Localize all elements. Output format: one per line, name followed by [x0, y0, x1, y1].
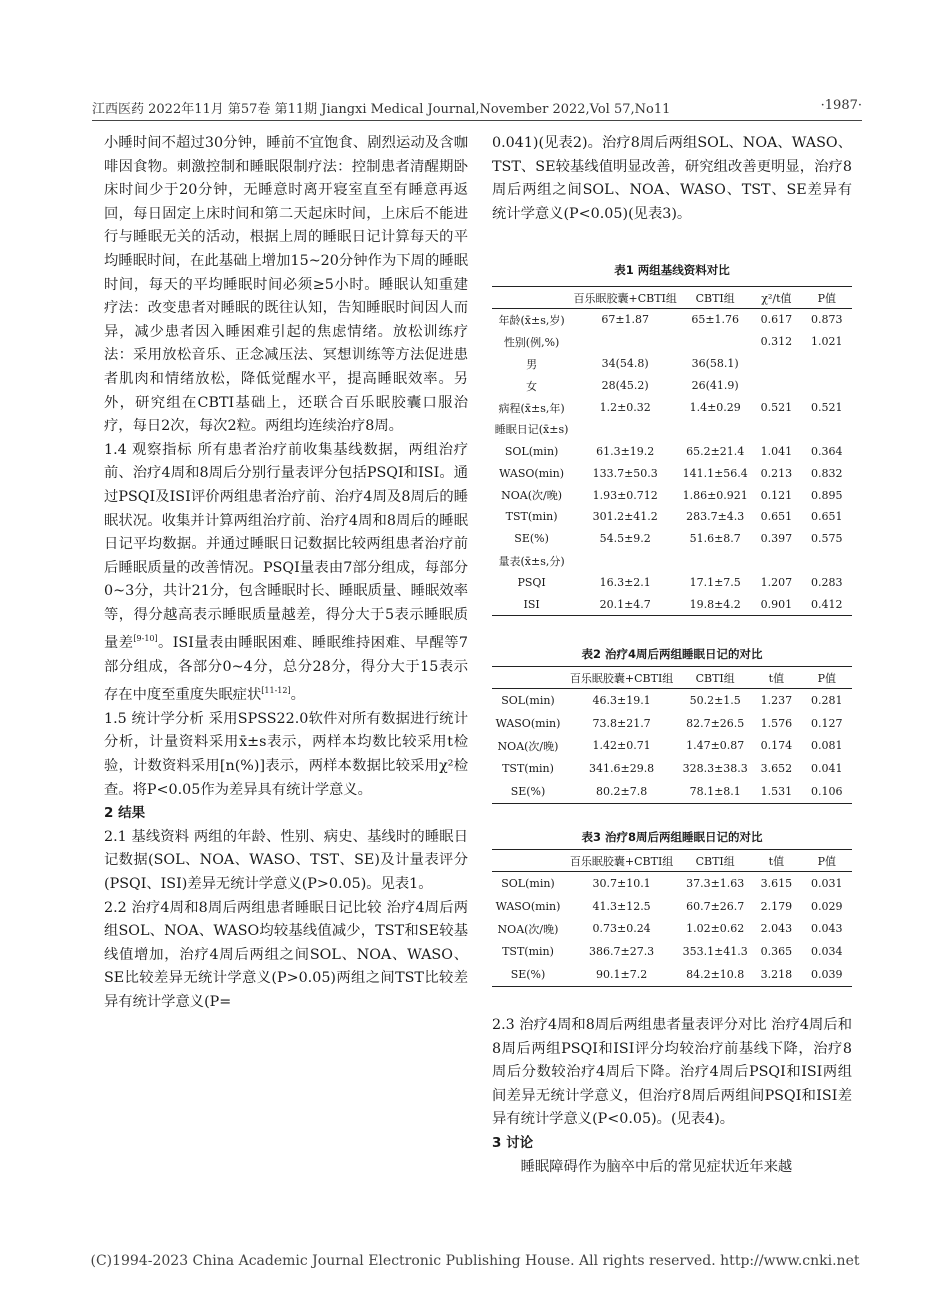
table-cell: 78.1±8.1 — [679, 780, 751, 803]
table-cell — [571, 331, 679, 353]
table-row — [492, 353, 852, 375]
paragraph-1-4-end: 。 — [290, 687, 305, 704]
table-cell: 301.2±41.2 — [592, 510, 658, 524]
section-heading-results: 2 结果 — [104, 805, 146, 822]
paragraph-1-4-text: 1.4 观察指标 所有患者治疗前收集基线数据，两组治疗前、治疗4周和8周后分别行量表评分包括PSQI和ISI。通过PSQI及ISI评价两组患者治疗前、治疗4周及8周后的睡眠状况。收集并计算两组治疗前、治疗4周和8周后的睡眠日记平均数据。并通过睡眠日记数据比较两组患者治疗前后睡眠质量的改善情况。PSQI量表由7部分组成，每部分0~3分，共计21分，包含睡眠时长、睡眠质量、睡眠效率等，得分越高表示睡眠质量越差，得分大于5表示睡眠质量差 — [104, 441, 468, 652]
table-cell — [679, 550, 751, 572]
table-row — [492, 689, 852, 712]
table-row — [492, 418, 852, 440]
header-rule — [92, 120, 862, 121]
copyright-footer: (C)1994-2023 China Academic Journal Electronic Publishing House. All rights reserved. http://www.cnki.net — [90, 1253, 860, 1269]
paragraph-2-1: 2.1 基线资料 两组的年龄、性别、病史、基线时的睡眠日记数据(SOL、NOA、WASO、TST、SE)及计量表评分(PSQI、ISI)差异无统计学意义(P>0.05)。见表1。 — [104, 828, 468, 892]
table-cell: 0.521 — [760, 401, 793, 414]
table-cell: 20.1±4.7 — [571, 594, 679, 616]
row-label: PSQI — [517, 576, 546, 590]
table-cell: 0.031 — [811, 876, 843, 890]
table-cell: 0.575 — [811, 532, 843, 546]
paragraph-2-2-cont: 0.041)(见表2)。治疗8周后两组SOL、NOA、WASO、TST、SE较基线值明显改善，研究组改善更明显，治疗8周后两组之间SOL、NOA、WASO、TST、SE差异有统计学意义(P<0.05)(见表3)。 — [492, 135, 852, 222]
table-cell — [802, 353, 852, 375]
table-row — [492, 331, 852, 353]
table-cell: 51.6±8.7 — [689, 532, 741, 546]
row-label: SE(%) — [492, 780, 564, 803]
table-cell: 0.73±0.24 — [592, 922, 651, 936]
table-cell: 67±1.87 — [601, 313, 650, 327]
table-cell: 1.86±0.921 — [682, 488, 748, 502]
table-cell: 328.3±38.3 — [682, 762, 748, 776]
paragraph-1-5: 1.5 统计学分析 采用SPSS22.0软件对所有数据进行统计分析，计量资料采用x̄±s表示，两样本均数比较采用t检验，计数资料采用[n(%)]表示，两样本数据比较采用χ²检查。将P<0.05作为差异具有统计学意义。 — [104, 710, 468, 798]
table-cell — [679, 418, 751, 440]
table-cell — [751, 418, 801, 440]
table-row — [492, 572, 852, 594]
table-header-cell — [492, 287, 571, 309]
table-header-cell: P值 — [802, 667, 852, 689]
row-label: SOL(min) — [501, 876, 555, 890]
table-row — [492, 397, 852, 419]
row-label: 年龄(x̄±s,岁) — [498, 313, 565, 327]
table-row — [492, 550, 852, 572]
table-cell: 16.3±2.1 — [599, 576, 651, 590]
table-cell: 90.1±7.2 — [564, 963, 679, 986]
table-cell: 0.213 — [760, 466, 793, 480]
row-label: 女 — [526, 379, 538, 393]
journal-header — [92, 98, 862, 117]
table-2-title: 表2 治疗4周后两组睡眠日记的对比 — [581, 647, 763, 661]
table-cell: 0.127 — [811, 716, 843, 730]
table-row — [492, 918, 852, 941]
table-cell: 3.615 — [760, 876, 793, 890]
table-cell: 37.3±1.63 — [686, 876, 745, 890]
row-label: SOL(min) — [501, 693, 555, 707]
table-header-cell: CBTI组 — [679, 287, 751, 309]
paragraph-methods-therapy: 小睡时间不超过30分钟，睡前不宜饱食、剧烈运动及含咖啡因食物。刺激控制和睡眠限制疗法：控制患者清醒期卧床时间少于20分钟，无睡意时离开寝室直至有睡意再返回，每日固定上床时间和第二天起床时间，上床后不能进行与睡眠无关的活动，根据上周的睡眠日记计算每天的平均睡眠时间，在此基础上增加15~20分钟作为下周的睡眠时间，每天的平均睡眠时间必须≥5小时。睡眠认知重建疗法：改变患者对睡眠的既往认知，告知睡眠时间因人而异，减少患者因入睡困难引起的焦虑情绪。放松训练疗法：采用放松音乐、正念减压法、冥想训练等方法促进患者肌肉和情绪放松，降低觉醒水平，提高睡眠效率。另外，研究组在CBTI基础上，还联合百乐眠胶囊口服治疗，每日2次，每次2粒。两组均连续治疗8周。 — [104, 135, 468, 435]
page-number: ·1987· — [820, 98, 862, 113]
table-cell: 353.1±41.3 — [682, 945, 748, 959]
table-cell: 26(41.9) — [691, 379, 739, 393]
table-cell: 0.895 — [811, 488, 843, 502]
table-cell: 0.121 — [760, 488, 793, 502]
right-column — [492, 132, 852, 226]
table-header-cell: CBTI组 — [679, 850, 751, 872]
table-cell: 19.8±4.2 — [679, 594, 751, 616]
table-cell: 0.365 — [760, 945, 793, 959]
table-cell: 36(58.1) — [691, 357, 739, 371]
table-cell: 1.2±0.32 — [599, 401, 651, 414]
table-cell: 84.2±10.8 — [679, 963, 751, 986]
table-cell: 1.207 — [760, 576, 793, 590]
table-row — [492, 963, 852, 986]
table-cell: 0.174 — [760, 739, 793, 753]
table-cell — [571, 418, 679, 440]
table-header-cell: CBTI组 — [679, 667, 751, 689]
table-row — [492, 528, 852, 550]
table-header-cell: χ²/t值 — [751, 287, 801, 309]
table-cell: 0.106 — [802, 780, 852, 803]
table-cell: 386.7±27.3 — [588, 945, 655, 959]
table-cell: 341.6±29.8 — [588, 762, 655, 776]
table-header-cell — [492, 850, 564, 872]
table-cell: 0.081 — [811, 739, 843, 753]
table-cell: 0.034 — [811, 945, 843, 959]
table-cell: 28(45.2) — [601, 379, 649, 393]
row-label: TST(min) — [505, 510, 558, 524]
row-label: TST(min) — [502, 945, 554, 959]
table-cell: 0.041 — [811, 762, 843, 776]
table-cell: 41.3±12.5 — [592, 899, 651, 913]
table-header-cell: 百乐眠胶囊+CBTI组 — [564, 850, 679, 872]
table-header-cell: P值 — [802, 287, 852, 309]
table-1-grid — [492, 286, 852, 616]
table-cell: 133.7±50.3 — [592, 466, 658, 480]
table-row — [492, 735, 852, 758]
table-cell: 61.3±19.2 — [596, 444, 655, 458]
table-cell: 0.312 — [760, 335, 793, 349]
row-label: NOA(次/晚) — [497, 739, 559, 753]
row-label: WASO(min) — [495, 899, 561, 913]
table-cell: 82.7±26.5 — [686, 716, 745, 730]
table-cell: 60.7±26.7 — [686, 899, 745, 913]
table-3 — [492, 829, 852, 987]
table-2-grid — [492, 666, 852, 804]
row-label: 病程(x̄±s,年) — [498, 401, 565, 415]
row-label: SE(%) — [514, 532, 549, 546]
table-cell: 1.02±0.62 — [686, 922, 745, 936]
table-header-cell: t值 — [751, 850, 801, 872]
paragraph-2-3: 2.3 治疗4周和8周后两组患者量表评分对比 治疗4周后和8周后两组PSQI和ISI评分均较治疗前基线下降，治疗8周后分数较治疗4周后下降。治疗4周后PSQI和ISI两组间差异无统计学意义，但治疗8周后两组间PSQI和ISI差异有统计学意义(P<0.05)。(见表4)。 — [492, 1017, 852, 1128]
table-cell: 1.93±0.712 — [592, 488, 658, 502]
table-row — [492, 375, 852, 397]
table-row — [492, 780, 852, 803]
left-column — [104, 132, 468, 1015]
row-label: 男 — [526, 357, 538, 371]
table-row — [492, 309, 852, 331]
table-cell: 1.576 — [760, 716, 793, 730]
table-cell: 80.2±7.8 — [564, 780, 679, 803]
table-cell: 0.039 — [802, 963, 852, 986]
table-cell: 0.873 — [811, 313, 843, 327]
table-cell: 1.531 — [751, 780, 801, 803]
table-cell: 17.1±7.5 — [689, 576, 741, 590]
paragraph-2-2: 2.2 治疗4周和8周后两组患者睡眠日记比较 治疗4周后两组SOL、NOA、WASO均较基线值减少，TST和SE较基线值增加，治疗4周后两组之间SOL、NOA、WASO、SE比较差异无统计学意义(P>0.05)两组之间TST比较差异有统计学意义(P= — [104, 899, 468, 1010]
table-cell: 0.281 — [811, 693, 843, 707]
table-header-cell: t值 — [751, 667, 801, 689]
table-cell: 0.412 — [802, 594, 852, 616]
row-label: SOL(min) — [504, 444, 559, 458]
row-label: SE(%) — [492, 963, 564, 986]
row-label: NOA(次/晚) — [497, 922, 559, 936]
citation-11-12: [11-12] — [261, 686, 291, 696]
table-3-title: 表3 治疗8周后两组睡眠日记的对比 — [581, 830, 763, 844]
table-cell — [802, 418, 852, 440]
row-label: WASO(min) — [499, 466, 565, 480]
row-label: WASO(min) — [495, 716, 561, 730]
table-cell: 0.364 — [811, 444, 843, 458]
table-cell: 0.283 — [811, 576, 843, 590]
citation-9-10: [9-10] — [133, 634, 158, 644]
row-label: 量表(x̄±s,分) — [498, 554, 565, 568]
table-cell: 46.3±19.1 — [592, 693, 651, 707]
table-row — [492, 484, 852, 506]
table-row — [492, 440, 852, 462]
table-row — [492, 940, 852, 963]
section-heading-discussion: 3 讨论 — [492, 1134, 534, 1151]
table-header-cell: 百乐眠胶囊+CBTI组 — [571, 287, 679, 309]
row-label: NOA(次/晚) — [501, 489, 563, 503]
paragraph-1-4-text-b: 。ISI量表由睡眠困难、睡眠维持困难、早醒等7部分组成，各部分0~4分，总分28分，得分大于15表示存在中度至重度失眠症状 — [104, 635, 469, 704]
right-column-below — [492, 1014, 852, 1179]
table-cell: 2.179 — [760, 899, 793, 913]
paragraph-1-4 — [104, 439, 468, 708]
table-row — [492, 712, 852, 735]
table-cell: 283.7±4.3 — [686, 510, 745, 524]
table-cell: 1.041 — [760, 444, 793, 458]
table-cell: 1.021 — [811, 335, 843, 349]
table-cell: 73.8±21.7 — [592, 716, 651, 730]
table-1 — [492, 262, 852, 616]
table-cell: 0.901 — [751, 594, 801, 616]
row-label: 性别(例,%) — [503, 335, 560, 349]
table-cell: 0.043 — [811, 922, 843, 936]
table-cell: 65±1.76 — [691, 313, 740, 327]
table-cell: 1.4±0.29 — [689, 401, 741, 414]
table-row — [492, 462, 852, 484]
table-cell — [571, 550, 679, 572]
row-label: TST(min) — [502, 762, 554, 776]
row-label: 睡眠日记(x̄±s) — [494, 423, 569, 437]
table-3-grid — [492, 849, 852, 987]
table-row — [492, 506, 852, 528]
table-cell: 1.42±0.71 — [592, 739, 651, 753]
table-cell — [679, 331, 751, 353]
table-cell: 141.1±56.4 — [682, 466, 748, 480]
journal-header-left: 江西医药 2022年11月 第57卷 第11期 Jiangxi Medical Journal,November 2022,Vol 57,No11 — [92, 102, 671, 117]
table-cell: 2.043 — [760, 922, 793, 936]
row-label: ISI — [492, 594, 571, 616]
table-header-cell: P值 — [802, 850, 852, 872]
table-cell — [751, 375, 801, 397]
table-cell: 0.651 — [811, 510, 843, 524]
table-cell — [751, 353, 801, 375]
table-cell: 50.2±1.5 — [689, 693, 741, 707]
table-cell: 0.029 — [811, 899, 843, 913]
table-header-cell: 百乐眠胶囊+CBTI组 — [564, 667, 679, 689]
table-cell: 0.832 — [811, 466, 843, 480]
table-cell: 54.5±9.2 — [599, 532, 651, 546]
table-cell — [802, 550, 852, 572]
table-cell: 0.397 — [760, 532, 793, 546]
table-cell: 34(54.8) — [601, 357, 649, 371]
table-row — [492, 895, 852, 918]
table-cell: 0.651 — [760, 510, 793, 524]
table-cell: 0.521 — [811, 401, 843, 414]
table-cell — [802, 375, 852, 397]
table-row — [492, 757, 852, 780]
table-cell — [751, 550, 801, 572]
table-cell: 3.218 — [751, 963, 801, 986]
table-cell: 30.7±10.1 — [592, 876, 651, 890]
table-cell: 65.2±21.4 — [686, 444, 745, 458]
table-row — [492, 872, 852, 895]
table-cell: 3.652 — [760, 762, 793, 776]
table-cell: 1.237 — [760, 693, 793, 707]
table-1-title: 表1 两组基线资料对比 — [614, 263, 730, 277]
paragraph-discussion: 睡眠障碍作为脑卒中后的常见症状近年来越 — [492, 1158, 793, 1175]
table-row — [492, 594, 852, 616]
table-header-cell — [492, 667, 564, 689]
table-cell: 1.47±0.87 — [686, 739, 745, 753]
table-2 — [492, 646, 852, 804]
table-cell: 0.617 — [760, 313, 793, 327]
